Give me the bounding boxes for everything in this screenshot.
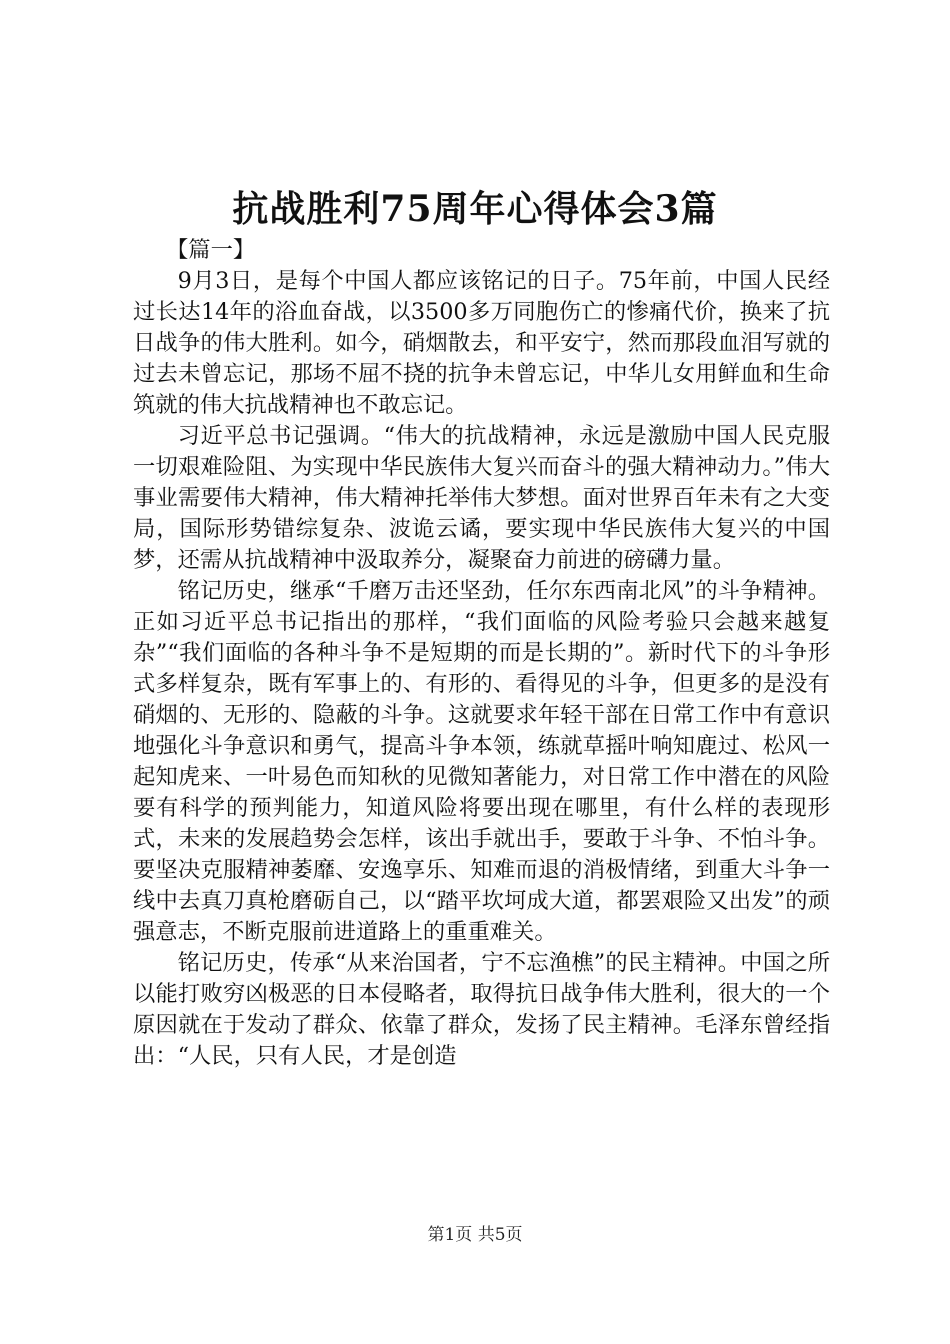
document-body xyxy=(133,235,830,1072)
page-number-footer: 第1页 共5页 xyxy=(427,1225,523,1245)
paragraph-1: 9月3日，是每个中国人都应该铭记的日子。75年前，中国人民经过长达14年的浴血奋战，以3500多万同胞伤亡的惨痛代价，换来了抗日战争的伟大胜利。如今，硝烟散去，和平安宁，然而那段血泪写就的过去未曾忘记，那场不屈不挠的抗争未曾忘记，中华儿女用鲜血和生命筑就的伟大抗战精神也不敢忘记。 xyxy=(133,268,830,418)
paragraph-3: 铭记历史，继承“千磨万击还坚劲，任尔东西南北风”的斗争精神。正如习近平总书记指出的那样，“我们面临的风险考验只会越来越复杂”“我们面临的各种斗争不是短期的而是长期的”。新时代下的斗争形式多样复杂，既有军事上的、有形的、看得见的斗争，但更多的是没有硝烟的、无形的、隐蔽的斗争。这就要求年轻干部在日常工作中有意识地强化斗争意识和勇气，提高斗争本领，练就草摇叶响知鹿过、松风一起知虎来、一叶易色而知秋的见微知著能力，对日常工作中潜在的风险要有科学的预判能力，知道风险将要出现在哪里，有什么样的表现形式，未来的发展趋势会怎样，该出手就出手，要敢于斗争、不怕斗争。要坚决克服精神萎靡、安逸享乐、知难而退的消极情绪，到重大斗争一线中去真刀真枪磨砺自己，以“踏平坎坷成大道，都罢艰险又出发”的顽强意志，不断克服前进道路上的重重难关。 xyxy=(133,578,830,945)
section-heading: 【篇一】 xyxy=(166,237,256,263)
page-title: 抗战胜利75周年心得体会3篇 xyxy=(232,188,718,230)
paragraph-2: 习近平总书记强调。“伟大的抗战精神，永远是激励中国人民克服一切艰难险阻、为实现中华民族伟大复兴而奋斗的强大精神动力。”伟大事业需要伟大精神，伟大精神托举伟大梦想。面对世界百年未有之大变局，国际形势错综复杂、波诡云谲，要实现中华民族伟大复兴的中国梦，还需从抗战精神中汲取养分，凝聚奋力前进的磅礴力量。 xyxy=(133,423,830,573)
paragraph-4: 铭记历史，传承“从来治国者，宁不忘渔樵”的民主精神。中国之所以能打败穷凶极恶的日本侵略者，取得抗日战争伟大胜利，很大的一个原因就在于发动了群众、依靠了群众，发扬了民主精神。毛泽东曾经指出：“人民，只有人民，才是创造 xyxy=(133,950,830,1069)
